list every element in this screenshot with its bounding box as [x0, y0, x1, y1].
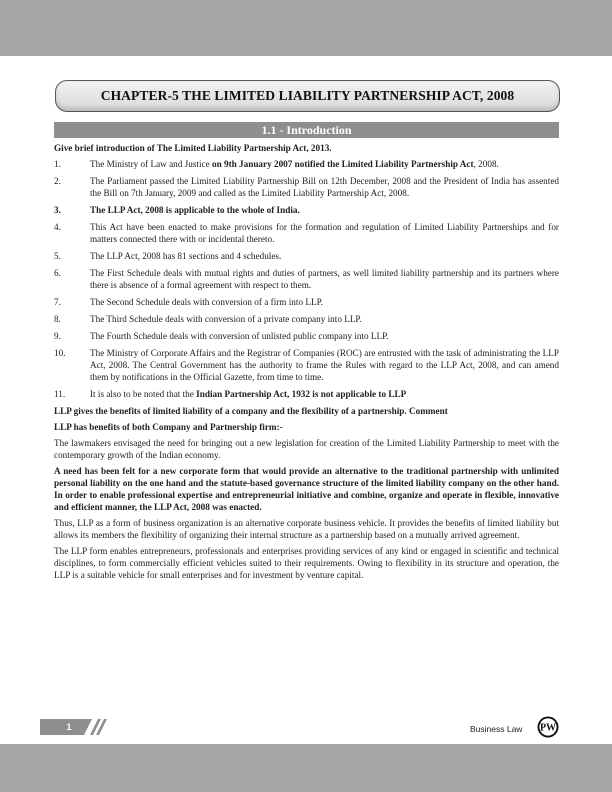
item-text	[90, 267, 559, 291]
item-number: 5.	[54, 251, 61, 261]
paragraph: The lawmakers envisaged the need for bringing out a new legislation for creation of the Limited Liability Partnership to meet with the contemporary growth of the Indian economy.	[54, 438, 559, 460]
intro-list	[54, 158, 559, 400]
item-text-plain: The LLP Act, 2008 has 81 sections and 4 schedules.	[90, 251, 282, 261]
item-number: 7.	[54, 297, 61, 307]
item-text	[90, 221, 559, 245]
item-text-plain: It is also to be noted that the	[90, 389, 197, 399]
item-text-plain: The Ministry of Law and Justice	[90, 159, 212, 169]
item-text-bold: The LLP Act, 2008 is applicable to the whole of India.	[90, 205, 300, 215]
section-title-bar	[54, 122, 559, 138]
item-text	[90, 330, 559, 342]
item-number: 3.	[54, 205, 61, 215]
item-number: 6.	[54, 268, 61, 278]
list-item	[54, 330, 559, 342]
pw-logo-icon	[537, 716, 559, 738]
list-item	[54, 347, 559, 383]
svg-text:PW: PW	[539, 722, 557, 734]
item-text	[90, 158, 559, 170]
item-number: 4.	[54, 222, 61, 232]
paragraph: Thus, LLP as a form of business organization is an alternative corporate business vehicle. It provides the benefits of limited liability but allows its members the flexibility of organizing their internal structure as a partnership based on a mutually arrived agreement.	[54, 518, 559, 540]
item-text-plain: The Parliament passed the Limited Liability Partnership Bill on 12th December, 2008 and the President of India has assented the Bill on 7th January, 2009 and called as the Limited Liability Partnership Act, 2008.	[90, 176, 559, 198]
benefits-heading: LLP has benefits of both Company and Partnership firm:-	[54, 422, 283, 432]
list-item	[54, 158, 559, 170]
item-number: 1.	[54, 159, 61, 169]
list-item	[54, 388, 559, 400]
item-text	[90, 204, 559, 216]
item-text-plain: The Second Schedule deals with conversion of a firm into LLP.	[90, 297, 323, 307]
bold-paragraph: A need has been felt for a new corporate form that would provide an alternative to the traditional partnership with unlimited personal liability on the one hand and the statute-based governance structure of the limited liability company on the other hand. In order to enable professional expertise and entrepreneurial initiative and combine, organize and operate in flexible, innovative and efficient manner, the LLP Act, 2008 was enacted.	[54, 466, 559, 512]
item-text	[90, 347, 559, 383]
item-text	[90, 250, 559, 262]
item-text-tail: , 2008.	[473, 159, 499, 169]
item-number: 9.	[54, 331, 61, 341]
bottom-band	[0, 744, 612, 792]
list-item	[54, 296, 559, 308]
item-number: 8.	[54, 314, 61, 324]
item-number: 10.	[54, 348, 66, 358]
item-text	[90, 313, 559, 325]
item-text-plain: This Act have been enacted to make provisions for the formation and regulation of Limited Liability Partnerships and for matters connected there with or incidental thereto.	[90, 222, 559, 244]
item-text-bold: Indian Partnership Act, 1932 is not applicable to LLP	[196, 389, 407, 399]
item-text-plain: The First Schedule deals with mutual rights and duties of partners, as well limited liability partnership and its partners where there is absence of a formal agreement with respect to them.	[90, 268, 559, 290]
list-item	[54, 221, 559, 245]
list-item	[54, 175, 559, 199]
item-text-plain: The Ministry of Corporate Affairs and the Registrar of Companies (ROC) are entrusted with the task of administrating the LLP Act, 2008. The Central Government has the authority to frame the Rules with regard to the LLP Act, 2008, and can amend them by notifications in the Official Gazette, from time to time.	[90, 348, 559, 382]
item-text	[90, 388, 559, 400]
page-content	[54, 142, 559, 585]
list-item	[54, 313, 559, 325]
item-text-plain: The Fourth Schedule deals with conversion of unlisted public company into LLP.	[90, 331, 389, 341]
item-text	[90, 175, 559, 199]
list-item	[54, 204, 559, 216]
question-heading: Give brief introduction of The Limited Liability Partnership Act, 2013.	[54, 143, 332, 153]
item-text-plain: The Third Schedule deals with conversion of a private company into LLP.	[90, 314, 362, 324]
item-text	[90, 296, 559, 308]
item-number: 2.	[54, 176, 61, 186]
chapter-title: CHAPTER-5 THE LIMITED LIABILITY PARTNERSHIP ACT, 2008	[100, 88, 515, 103]
page-number: 1	[66, 722, 72, 732]
footer-brand: Business Law	[470, 724, 523, 734]
item-number: 11.	[54, 389, 66, 399]
chapter-header	[55, 80, 560, 112]
paragraph: The LLP form enables entrepreneurs, professionals and enterprises providing services of any kind or engaged in scientific and technical disciplines, to form commercially efficient vehicles suited to their requirements. Owing to flexibility in its structure and operation, the LLP is a suitable vehicle for small enterprises and for investment by venture capital.	[54, 546, 559, 580]
list-item	[54, 250, 559, 262]
section-title: 1.1 - Introduction	[261, 122, 352, 137]
item-text-bold: on 9th January 2007 notified the Limited Liability Partnership Act	[211, 159, 474, 169]
top-band	[0, 0, 612, 56]
comment-heading: LLP gives the benefits of limited liability of a company and the flexibility of a partnership. Comment	[54, 406, 448, 416]
list-item	[54, 267, 559, 291]
